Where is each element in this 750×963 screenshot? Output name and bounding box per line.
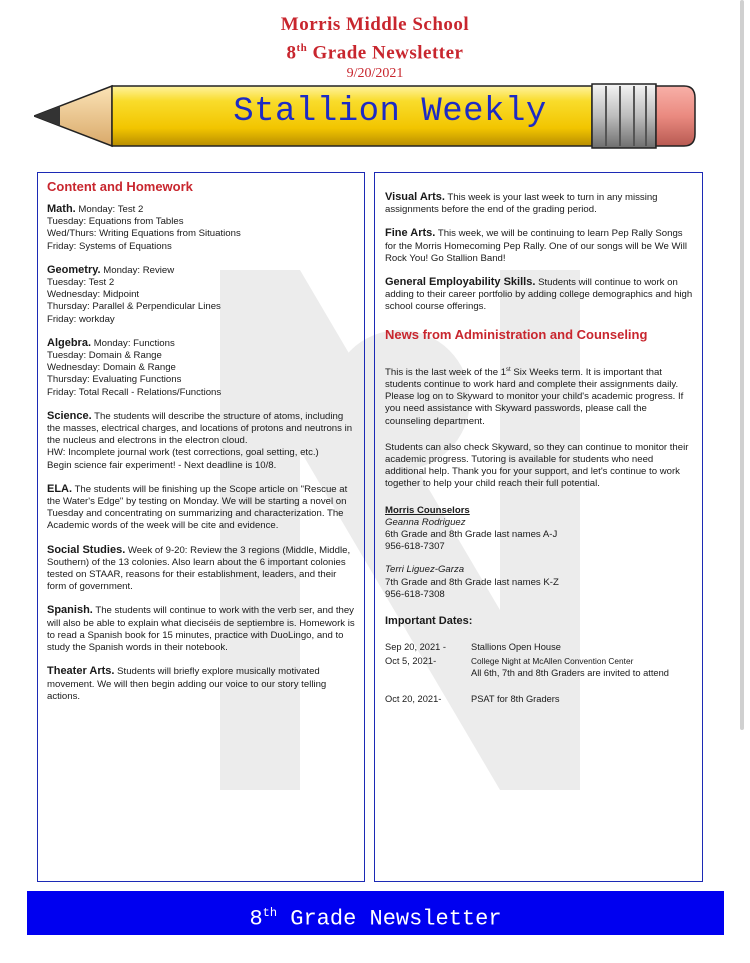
pencil-eraser: [656, 86, 695, 146]
ela-section: ELA. The students will be finishing up the Scope article on "Rescue at the Water's Edge" by testing on Monday. We will be starting a novel on Tuesday and concentrating on summarizing and characterization. The Academic words of the week will be cite and evidence.: [47, 482, 348, 532]
algebra-title: Algebra.: [47, 336, 92, 349]
admin-paragraph-2: Students can also check Skyward, so they can continue to monitor their academic progress. Tutoring is available for students who need additional help. Thank you for your support, and let's continue to work together to help your child reach their full potential.: [385, 441, 689, 490]
ela-title: ELA.: [47, 482, 73, 495]
algebra-section: Algebra. Monday: Functions Tuesday: Domain & Range Wednesday: Domain & Range Thursday: Evaluating Functions Friday: Total Recall - Relations/Functions: [47, 336, 222, 398]
math-section: Math. Monday: Test 2 Tuesday: Equations from Tables Wed/Thurs: Writing Equations from Situations Friday: Systems of Equations: [47, 203, 241, 252]
social-studies-section: Social Studies. Week of 9-20: Review the 3 regions (Middle, Middle, Southern) of the 13 colonies. Also learn about the 6 important colonies tested on STAAR, reasons for their establishment, leaders, and their form of government.: [47, 543, 351, 593]
content-homework-heading: Content and Homework: [47, 179, 193, 194]
news-column: [374, 172, 703, 882]
school-name: Morris Middle School: [280, 14, 470, 35]
employability-section: General Employability Skills. Students will continue to work on adding to their career portfolio by adding college demographics and high school course offerings.: [385, 276, 693, 313]
fine-arts-section: Fine Arts. This week, we will be continuing to learn Pep Rally Songs for the Morris Homecoming Pep Rally. One of our songs will be We Will Rock You! Go Stallion Band!: [385, 227, 687, 264]
employability-title: General Employability Skills.: [385, 276, 536, 289]
admin-paragraph-1: This is the last week of the 1st Six Weeks term. It is important that students continue to work hard and complete their assignments daily. Please log on to Skyward to monitor your child's academic progress. If you need assistance with Skyward passwords, please call the counseling department.: [385, 366, 684, 427]
counselor-phone: 956-618-7308: [385, 588, 445, 600]
important-dates-heading: Important Dates:: [385, 615, 473, 628]
date-row: Sep 20, 2021 - Stallions Open House: [385, 642, 561, 653]
date-row: Oct 20, 2021- PSAT for 8th Graders: [385, 694, 560, 705]
scrollbar[interactable]: [740, 0, 744, 730]
theater-arts-section: Theater Arts. Students will briefly explore musically motivated movement. We will then begin adding our voice to our story telling actions.: [47, 665, 327, 702]
geometry-section: Geometry. Monday: Review Tuesday: Test 2 Wednesday: Midpoint Thursday: Parallel & Perpendicular Lines Friday: workday: [47, 263, 221, 325]
math-title: Math.: [47, 203, 76, 215]
date-row: Oct 5, 2021- College Night at McAllen Convention Center All 6th, 7th and 8th Graders are invited to attend: [385, 656, 669, 679]
geometry-title: Geometry.: [47, 263, 101, 276]
newsletter-header: [0, 14, 750, 83]
theater-arts-title: Theater Arts.: [47, 665, 115, 678]
banner-title: Stallion Weekly: [233, 93, 547, 131]
science-title: Science.: [47, 409, 92, 422]
fine-arts-title: Fine Arts.: [385, 227, 436, 240]
visual-arts-title: Visual Arts.: [385, 191, 445, 203]
spanish-section: Spanish. The students will continue to work with the verb ser, and they will also be able to explain what dieciséis de septiembre is. Homework is to read a Spanish book for 15 minutes, practice with DuoLingo, and to study the Spanish words in their notebook.: [47, 604, 355, 654]
counselor-name: Terri Liguez-Garza: [385, 564, 465, 576]
newsletter-date: 9/20/2021: [346, 66, 404, 82]
counselors-section: Morris Counselors Geanna Rodriguez 6th Grade and 8th Grade last names A-J 956-618-7307: [385, 505, 694, 554]
counselors-heading: Morris Counselors: [385, 504, 470, 516]
footer-banner: 8th Grade Newsletter: [27, 891, 724, 935]
content-homework-column: [37, 172, 365, 882]
newsletter-grade-title: 8th Grade Newsletter: [286, 42, 464, 64]
counselor-name: Geanna Rodriguez: [385, 516, 466, 528]
pencil-lead: [34, 106, 60, 126]
admin-counseling-heading: News from Administration and Counseling: [385, 326, 648, 342]
spanish-title: Spanish.: [47, 604, 93, 617]
science-section: Science. The students will describe the structure of atoms, including the masses, electrical charges, and locations of protons and neutrons in the nucleus and electrons in the electron cloud. HW: Incomplete journal work (test corrections, goal setting, etc.) Begin science fair experiment! - Next deadline is 10/8.: [47, 409, 353, 471]
social-studies-title: Social Studies.: [47, 543, 126, 556]
visual-arts-section: Visual Arts. This week is your last week to turn in any missing assignments before the end of the grading period.: [385, 191, 658, 216]
counselor-phone: 956-618-7307: [385, 541, 445, 553]
counselor-2: Terri Liguez-Garza 7th Grade and 8th Grade last names K-Z 956-618-7308: [385, 564, 694, 601]
